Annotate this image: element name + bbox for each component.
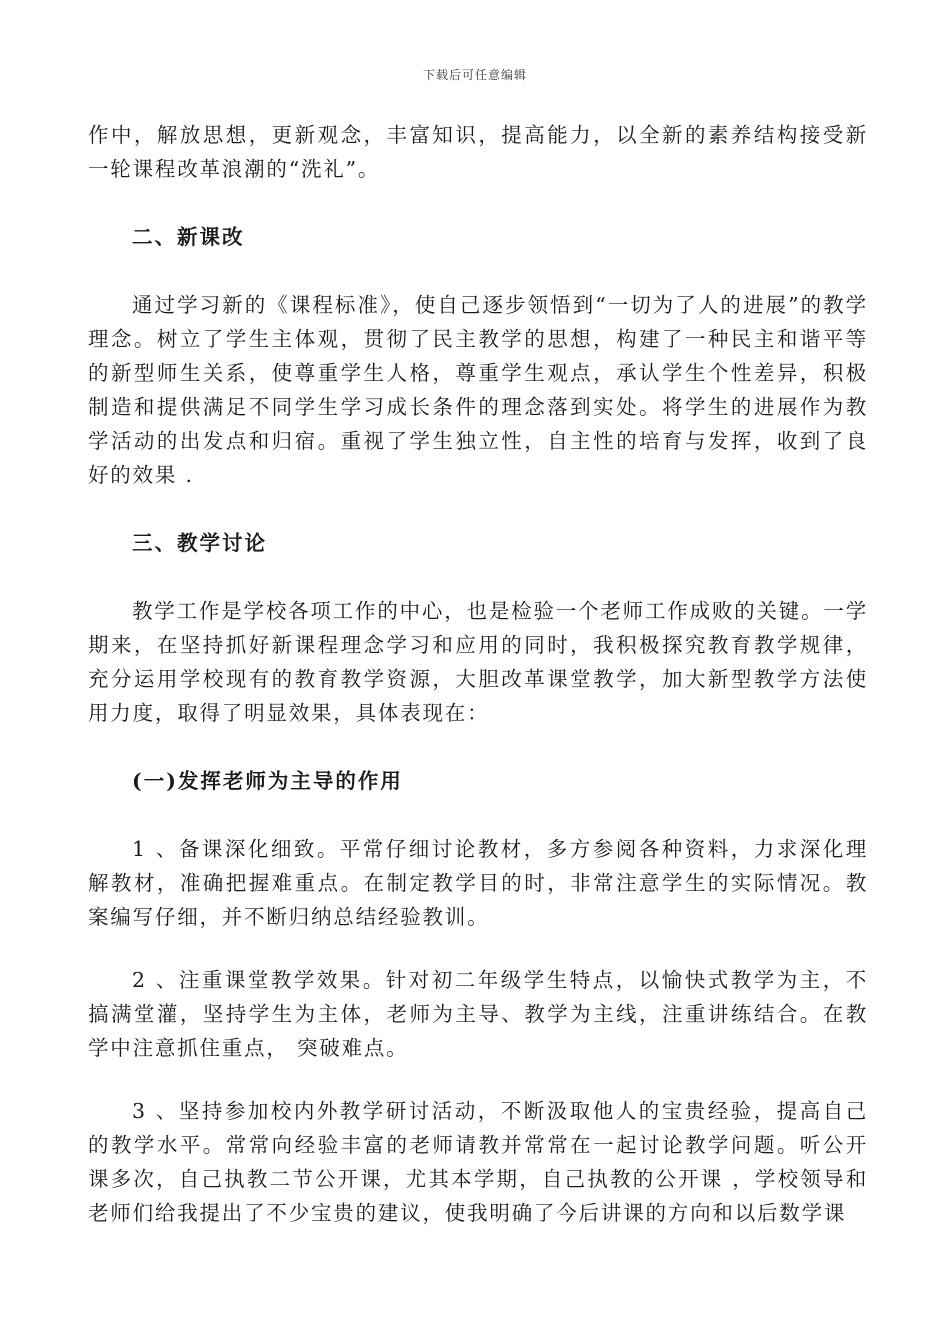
paragraph-item-3: 3 、坚持参加校内外教学研讨活动，不断汲取他人的宝贵经验，提高自己的教学水平。常常向经验丰富的老师请教并常常在一起讨论教学问题。听公开课多次，自己执教二节公开课，尤其本学期，自己执教的公开课 ，学校领导和老师们给我提出了不少宝贵的建议，使我明确了今后讲课的方向和以后数学课	[88, 1099, 868, 1225]
paragraph-continuation: 作中，解放思想，更新观念，丰富知识，提高能力，以全新的素养结构接受新一轮课程改革浪潮的“洗礼”。	[88, 123, 868, 181]
paragraph-curriculum-standards: 通过学习新的《课程标准》，使自己逐步领悟到“一切为了人的进展”的教学理念。树立了学生主体观，贯彻了民主教学的思想，构建了一种民主和谐平等的新型师生关系，使尊重学生人格，尊重学生观点，承认学生个性差异，积极制造和提供满足不同学生学习成长条件的理念落到实处。将学生的进展作为教学活动的出发点和归宿。重视了学生独立性，自主性的培育与发挥，收到了良好的效果 .	[88, 293, 868, 487]
page-header: 下载后可任意编辑	[422, 68, 527, 82]
paragraph-item-2: 2 、注重课堂教学效果。针对初二年级学生特点，以愉快式教学为主，不搞满堂灌，坚持学生为主体，老师为主导、教学为主线，注重讲练结合。在教学中注意抓住重点， 突破难点。	[88, 968, 868, 1060]
subsection-heading-teacher-role: (一)发挥老师为主导的作用	[132, 769, 403, 793]
paragraph-item-1: 1 、备课深化细致。平常仔细讨论教材，多方参阅各种资料，力求深化理解教材，准确把握难重点。在制定教学目的时，非常注意学生的实际情况。教案编写仔细，并不断归纳总结经验教训。	[88, 837, 868, 929]
section-heading-new-curriculum: 二、新课改	[132, 225, 245, 249]
paragraph-teaching-work: 教学工作是学校各项工作的中心，也是检验一个老师工作成败的关键。一学期来，在坚持抓好新课程理念学习和应用的同时，我积极探究教育教学规律，充分运用学校现有的教育教学资源，大胆改革课堂教学，加大新型教学方法使用力度，取得了明显效果，具体表现在：	[88, 599, 868, 725]
document-body	[88, 118, 868, 1230]
section-heading-teaching-discussion: 三、教学讨论	[132, 531, 267, 555]
